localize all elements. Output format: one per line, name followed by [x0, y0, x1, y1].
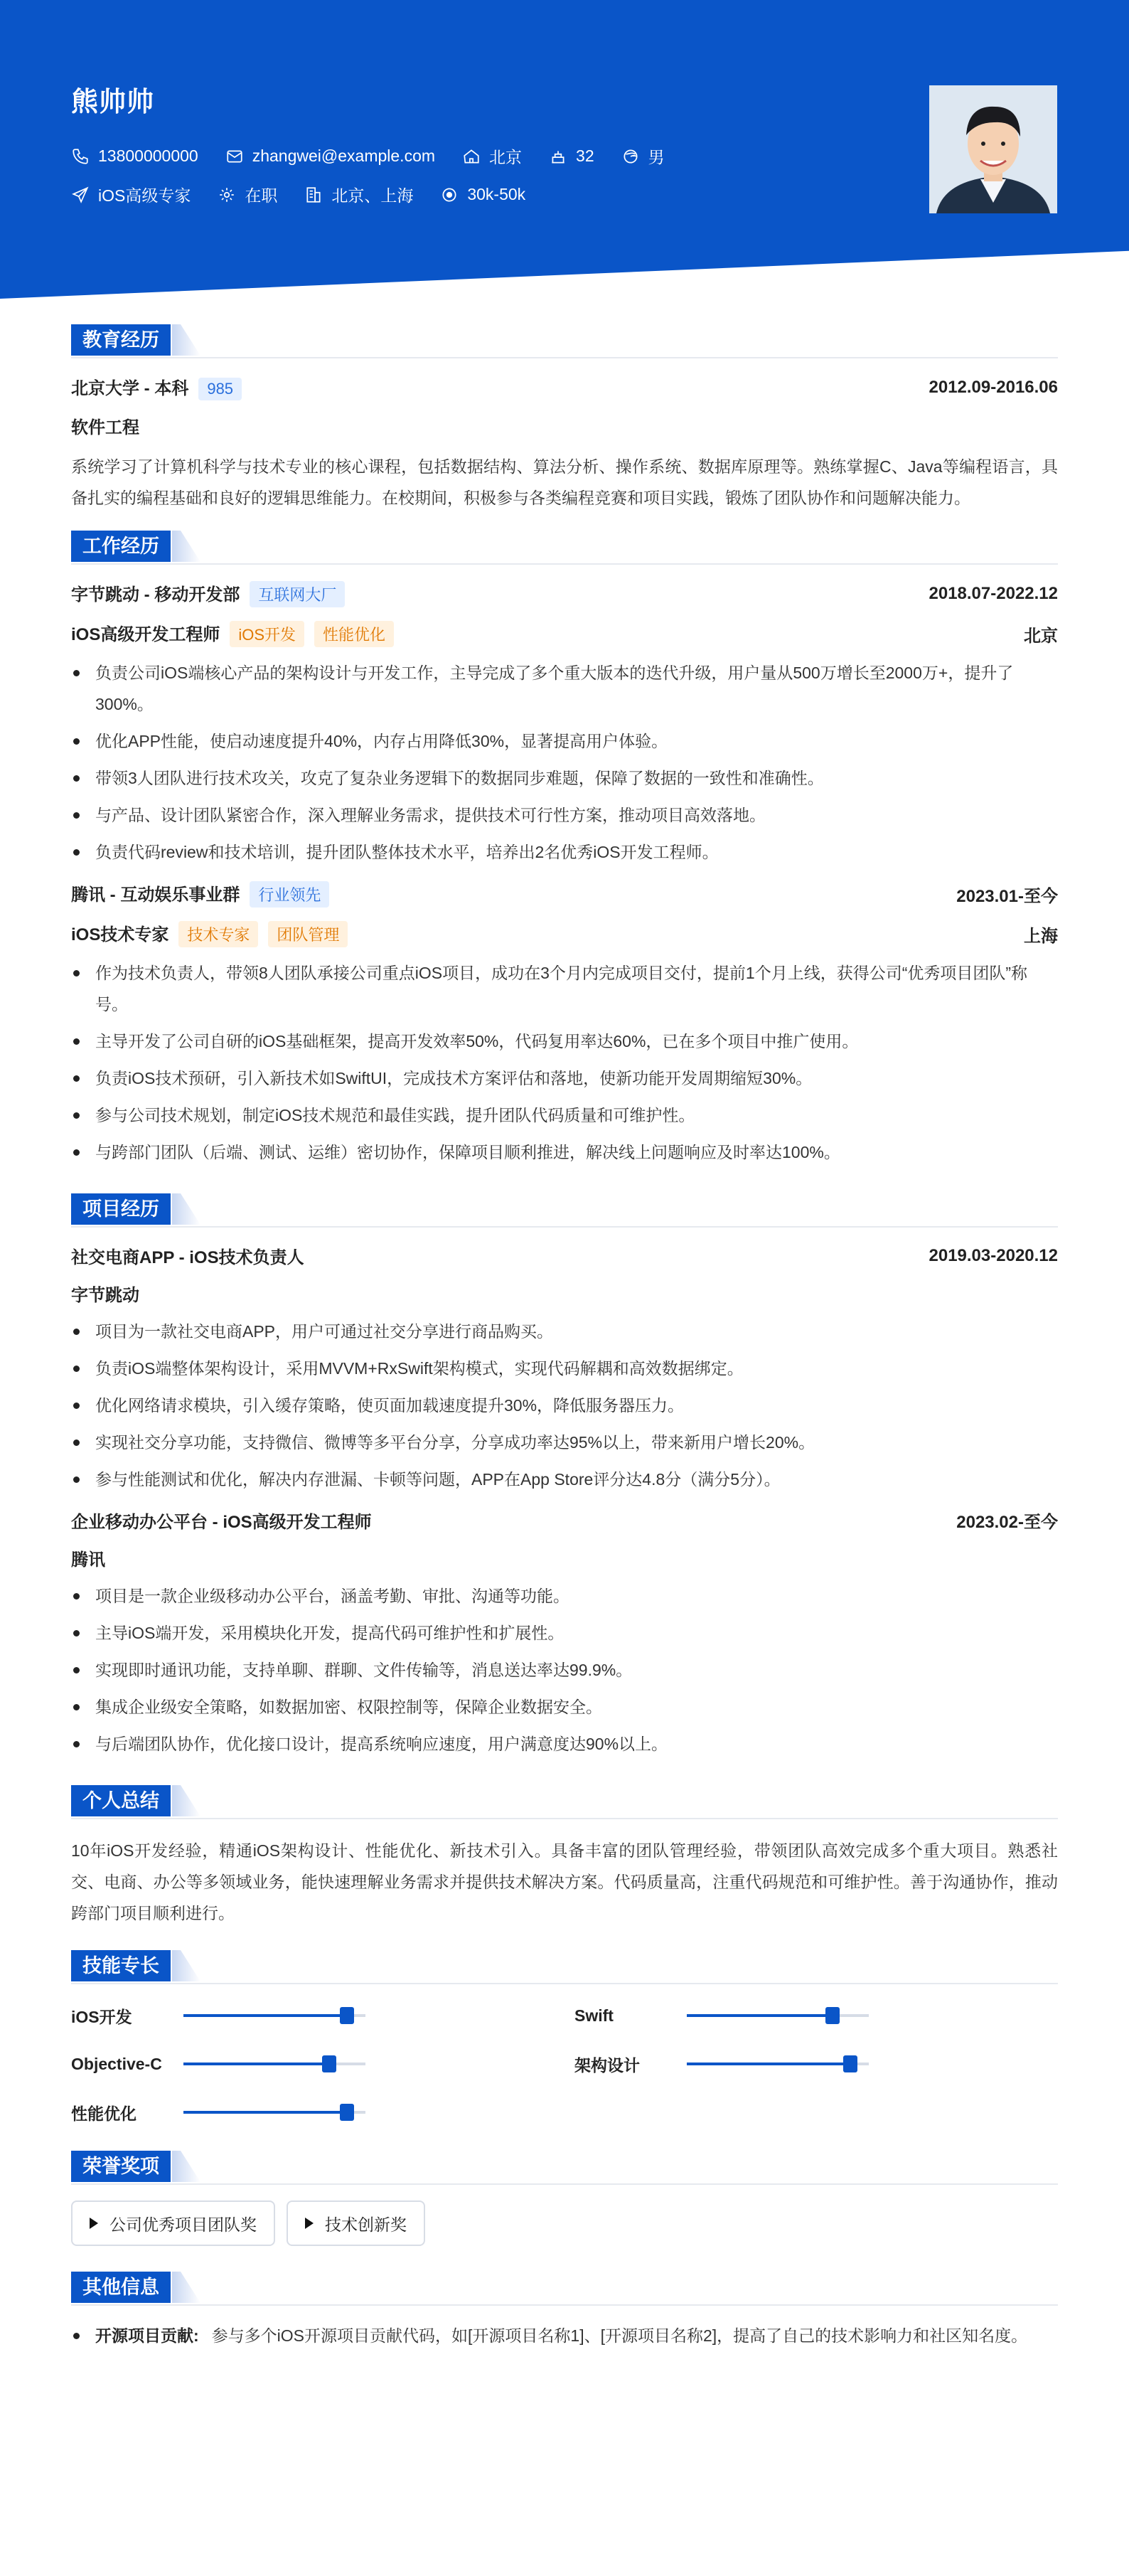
play-icon [305, 2218, 314, 2229]
role-tag: 团队管理 [268, 921, 348, 947]
list-item: 负责iOS端整体架构设计，采用MVVM+RxSwift架构模式，实现代码解耦和高效数据绑定。 [71, 1353, 1058, 1384]
work-city-value: 北京、上海 [331, 186, 414, 205]
education-date: 2012.09-2016.06 [929, 377, 1058, 397]
skill-label: 性能优化 [71, 2104, 137, 2123]
education-section [71, 324, 1058, 513]
role-name: iOS高级开发工程师 [71, 625, 220, 644]
avatar [929, 85, 1057, 213]
list-item: 与后端团队协作，优化接口设计，提高系统响应速度，用户满意度达90%以上。 [71, 1728, 1058, 1760]
project-items [71, 1316, 1058, 1495]
list-item: 实现即时通讯功能，支持单聊、群聊、文件传输等，消息送达率达99.9%。 [71, 1654, 1058, 1686]
home-icon [462, 147, 481, 166]
award-item [287, 2200, 425, 2246]
list-item: 负责iOS技术预研，引入新技术如SwiftUI，完成技术方案评估和落地，使新功能开发周期缩短30%。 [71, 1063, 1058, 1094]
other-text: 参与多个iOS开源项目贡献代码，如[开源项目名称1]、[开源项目名称2]，提高了自己的技术影响力和社区知名度。 [211, 2326, 1028, 2345]
gender-value: 男 [648, 148, 665, 166]
award-label: 公司优秀项目团队奖 [109, 2215, 257, 2234]
skill-item [574, 2048, 1058, 2080]
list-item: 作为技术负责人，带领8人团队承接公司重点iOS项目，成功在3个月内完成项目交付，提前1个月上线，获得公司“优秀项目团队”称号。 [71, 957, 1058, 1020]
project-title: 社交电商APP - iOS技术负责人 [71, 1248, 304, 1267]
gender-icon [621, 147, 640, 166]
list-item: 主导iOS端开发，采用模块化开发，提高代码可维护性和扩展性。 [71, 1617, 1058, 1649]
skill-bar [183, 2063, 365, 2065]
salary-item [440, 185, 525, 204]
skill-item [71, 2000, 574, 2031]
list-item: 参与性能测试和优化，解决内存泄漏、卡顿等问题，APP在App Store评分达4.8分（满分5分）。 [71, 1464, 1058, 1495]
age-value: 32 [576, 147, 594, 165]
job-row [71, 183, 552, 206]
skill-bar [687, 2014, 869, 2017]
work-location: 上海 [1024, 926, 1058, 946]
salary-value: 30k-50k [467, 185, 526, 203]
skill-bar [687, 2063, 869, 2065]
skill-bar [183, 2014, 365, 2017]
other-section [71, 2272, 1058, 2350]
project-date: 2023.02-至今 [956, 1513, 1058, 1532]
projects-section [71, 1193, 1058, 1760]
money-icon [440, 186, 459, 204]
list-item: 参与公司技术规划，制定iOS技术规范和最佳实践，提升团队代码质量和可维护性。 [71, 1100, 1058, 1131]
list-item: 带领3人团队进行技术攻关，攻克了复杂业务逻辑下的数据同步难题，保障了数据的一致性和准确性。 [71, 762, 1058, 794]
skill-item [71, 2097, 574, 2128]
candidate-name: 熊帅帅 [71, 87, 155, 117]
role-name: iOS技术专家 [71, 925, 169, 944]
awards-list [71, 2200, 1058, 2246]
section-title-work: 工作经历 [71, 531, 171, 562]
section-title-projects: 项目经历 [71, 1193, 171, 1225]
role-tag: 技术专家 [178, 921, 258, 947]
list-item: 实现社交分享功能，支持微信、微博等多平台分享，分享成功率达95%以上，带来新用户增长20%。 [71, 1427, 1058, 1458]
gender-item [621, 144, 665, 168]
project-company: 腾讯 [71, 1550, 105, 1570]
phone-item [71, 147, 198, 166]
email-item [225, 147, 435, 166]
building-icon [304, 186, 323, 204]
awards-section [71, 2151, 1058, 2246]
other-label: 开源项目贡献: [95, 2326, 199, 2345]
skill-item [574, 2000, 1058, 2031]
company-name: 腾讯 - 互动娱乐事业群 [71, 885, 240, 905]
company-name: 字节跳动 - 移动开发部 [71, 585, 240, 605]
list-item: 与跨部门团队（后端、测试、运维）密切协作，保障项目顺利推进，解决线上问题响应及时率达100%。 [71, 1137, 1058, 1168]
role-tag: 性能优化 [314, 621, 394, 647]
section-title-other: 其他信息 [71, 2272, 171, 2303]
section-title-skills: 技能专长 [71, 1950, 171, 1981]
list-item: 与产品、设计团队紧密合作，深入理解业务需求，提供技术可行性方案，推动项目高效落地。 [71, 799, 1058, 831]
phone-icon [71, 147, 90, 166]
city-item [462, 144, 522, 168]
summary-text: 10年iOS开发经验，精通iOS架构设计、性能优化、新技术引入。具备丰富的团队管理经验，带领团队高效完成多个重大项目。熟悉社交、电商、办公等多领域业务，能快速理解业务需求并提供技术解决方案。代码质量高，注重代码规范和可维护性。善于沟通协作，推动跨部门项目顺利进行。 [71, 1841, 1058, 1922]
gear-icon [218, 186, 236, 204]
list-item: 负责公司iOS端核心产品的架构设计与开发工作，主导完成了多个重大版本的迭代升级，用户量从500万增长至2000万+，提升了300%。 [71, 657, 1058, 720]
skills-grid [71, 2000, 1058, 2128]
list-item: 主导开发了公司自研的iOS基础框架，提高开发效率50%，代码复用率达60%，已在多个项目中推广使用。 [71, 1026, 1058, 1057]
play-icon [90, 2218, 98, 2229]
project-entry [71, 1243, 1058, 1495]
skill-label: 架构设计 [574, 2055, 640, 2075]
school-tag: 985 [198, 378, 242, 400]
list-item: 负责代码review和技术培训，提升团队整体技术水平，培养出2名优秀iOS开发工程师。 [71, 836, 1058, 868]
phone-value: 13800000000 [98, 147, 198, 165]
age-icon [549, 147, 567, 166]
project-date: 2019.03-2020.12 [929, 1245, 1058, 1265]
work-date: 2023.01-至今 [956, 886, 1058, 906]
work-duties [71, 657, 1058, 868]
list-item: 优化网络请求模块，引入缓存策略，使页面加载速度提升30%，降低服务器压力。 [71, 1390, 1058, 1421]
work-location: 北京 [1024, 626, 1058, 646]
list-item: 项目是一款企业级移动办公平台，涵盖考勤、审批、沟通等功能。 [71, 1580, 1058, 1612]
other-item [71, 2321, 1058, 2350]
work-section [71, 531, 1058, 1168]
project-company: 字节跳动 [71, 1286, 139, 1305]
contact-row [71, 144, 692, 168]
project-items [71, 1580, 1058, 1760]
section-title-awards: 荣誉奖项 [71, 2151, 171, 2182]
resume-body [71, 324, 1058, 2350]
section-title-summary: 个人总结 [71, 1785, 171, 1816]
skill-bar [183, 2111, 365, 2114]
work-entry [71, 880, 1058, 1168]
list-item: 项目为一款社交电商APP，用户可通过社交分享进行商品购买。 [71, 1316, 1058, 1347]
send-icon [71, 186, 90, 204]
company-tag: 互联网大厂 [250, 581, 345, 607]
award-label: 技术创新奖 [325, 2215, 407, 2234]
position-value: iOS高级专家 [98, 186, 191, 205]
work-city-item [304, 183, 413, 206]
skill-label: Swift [574, 2006, 614, 2025]
section-title-education: 教育经历 [71, 324, 171, 356]
education-desc: 系统学习了计算机科学与技术专业的核心课程，包括数据结构、算法分析、操作系统、数据库原理等。熟练掌握C、Java等编程语言，具备扎实的编程基础和良好的逻辑思维能力。在校期间，积极参与各类编程竞赛和项目实践，锻炼了团队协作和问题解决能力。 [71, 457, 1058, 507]
work-entry [71, 580, 1058, 868]
project-entry [71, 1508, 1058, 1760]
school-name: 北京大学 - 本科 [71, 379, 189, 398]
list-item: 优化APP性能，使启动速度提升40%，内存占用降低30%，显著提高用户体验。 [71, 725, 1058, 757]
skills-section [71, 1950, 1058, 2128]
company-tag: 行业领先 [250, 881, 329, 908]
mail-icon [225, 147, 244, 166]
email-value: zhangwei@example.com [252, 147, 436, 165]
position-item [71, 183, 191, 206]
age-item [549, 147, 594, 166]
work-duties [71, 957, 1058, 1168]
list-item: 集成企业级安全策略，如数据加密、权限控制等，保障企业数据安全。 [71, 1691, 1058, 1723]
work-date: 2018.07-2022.12 [929, 584, 1058, 603]
skill-item [71, 2048, 574, 2080]
status-value: 在职 [245, 186, 278, 205]
summary-section [71, 1785, 1058, 1929]
major: 软件工程 [71, 418, 139, 437]
role-tag: iOS开发 [230, 621, 304, 647]
city-value: 北京 [489, 148, 523, 166]
award-item [71, 2200, 275, 2246]
project-title: 企业移动办公平台 - iOS高级开发工程师 [71, 1513, 372, 1532]
skill-label: Objective-C [71, 2054, 162, 2073]
skill-label: iOS开发 [71, 2007, 132, 2026]
status-item [218, 183, 277, 206]
